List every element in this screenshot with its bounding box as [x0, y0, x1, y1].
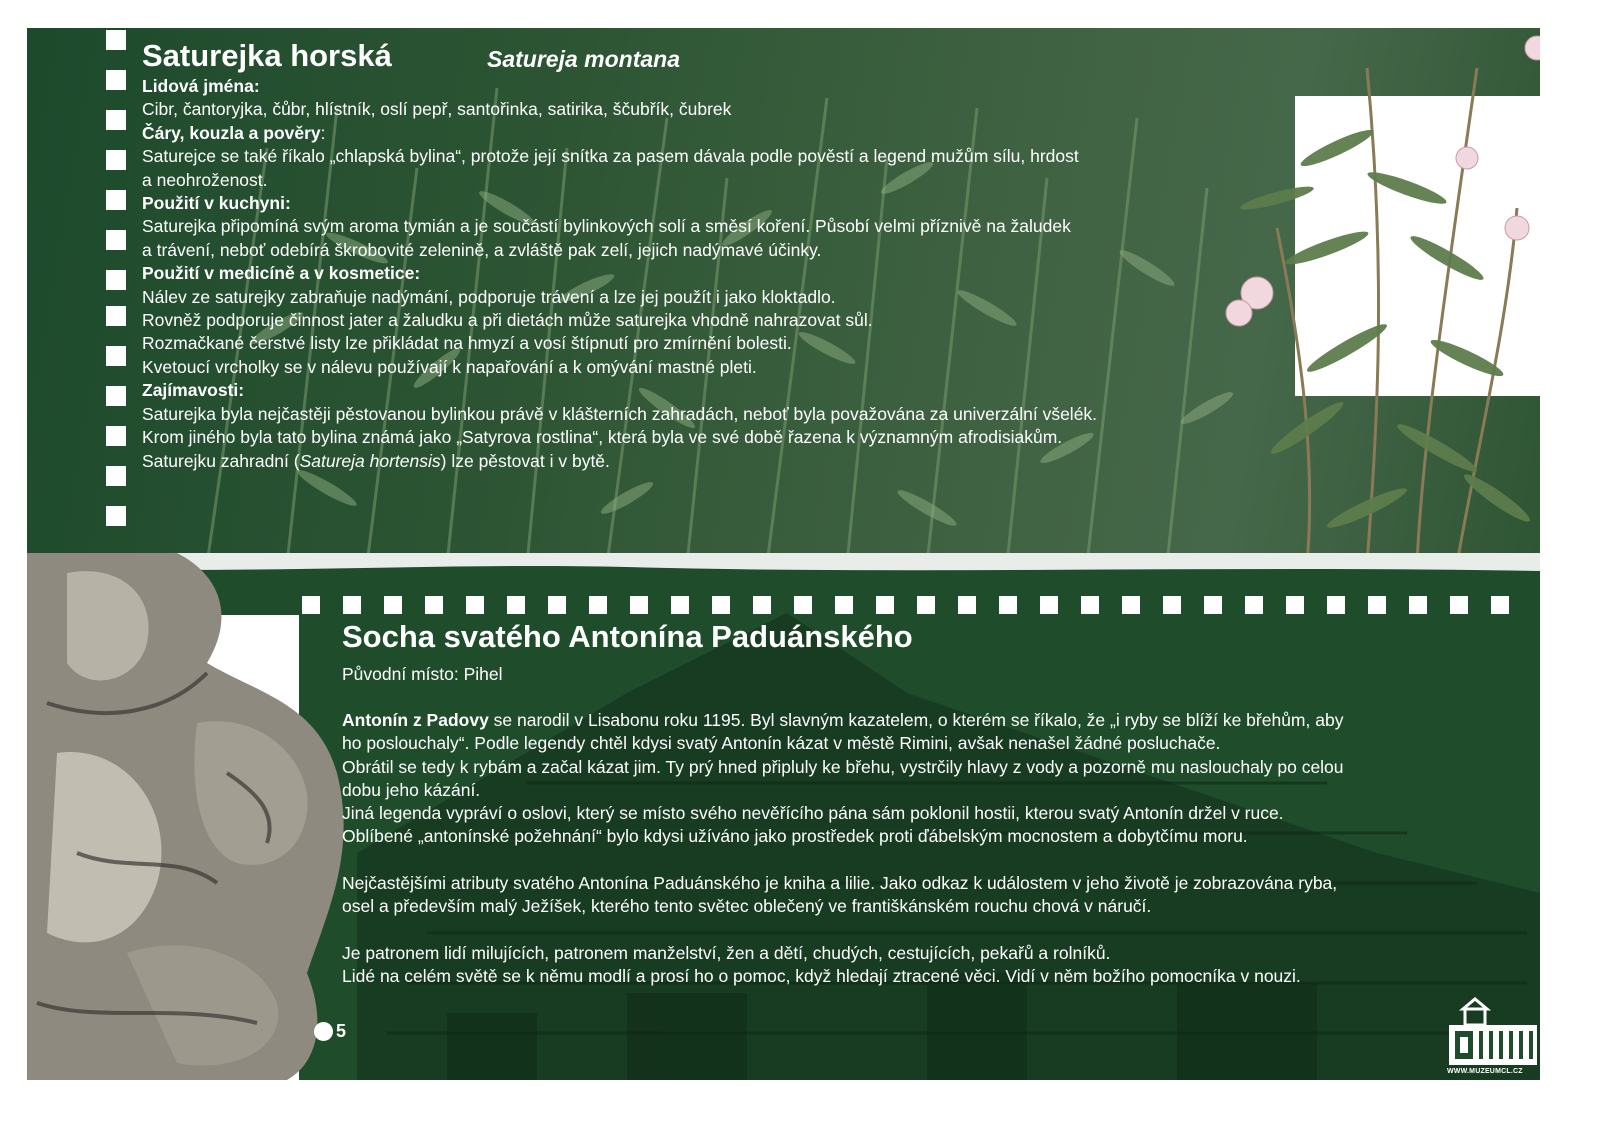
page-number: 5	[314, 1021, 346, 1042]
text-line: ho poslouchaly“. Podle legendy chtěl kdysi svatý Antonín kázat v městě Rimini, avšak nenašel žádné posluchače.	[342, 733, 1221, 754]
text-line: Nejčastějšími atributy svatého Antonína Paduánského je kniha a lilie. Jako odkaz k událostem v jeho životě je zobrazována ryba,	[342, 873, 1338, 894]
text-line: Nálev ze saturejky zabraňuje nadýmání, podporuje trávení a lze jej použít i jako kloktadlo.	[142, 286, 836, 307]
herb-latin-name: Satureja montana	[487, 46, 680, 72]
statue-title: Socha svatého Antonína Paduánského	[342, 619, 913, 654]
text-line: Krom jiného byla tato bylina známá jako „Satyrova rostlina“, která byla ve své době řazena k významným afrodisiakům.	[142, 427, 1063, 448]
herb-panel	[27, 28, 1540, 564]
statue-panel	[27, 553, 1540, 1080]
paragraph-gap	[342, 919, 1502, 942]
text-line: Cibr, čantoryjka, čůbr, hlístník, oslí pepř, santořinka, satirika, ščubřík, čubrek	[142, 99, 732, 120]
text-line: Jiná legenda vypráví o oslovi, který se místo svého nevěřícího pána sám poklonil hostii, kterou svatý Antonín držel v ruce.	[342, 803, 1284, 824]
original-location: Původní místo: Pihel	[342, 664, 503, 684]
text-line: Kvetoucí vrcholky se v nálevu používají k napařování a k omývání mastné pleti.	[142, 356, 757, 377]
section-heading: Použití v kuchyni:	[142, 193, 291, 214]
museum-website: WWW.MUZEUMCL.CZ	[1447, 1068, 1523, 1075]
section-heading: Zajímavosti:	[142, 380, 245, 401]
text-line: Saturejka připomíná svým aroma tymián a je součástí bylinkových solí a směsí koření. Působí velmi příznivě na žaludek	[142, 216, 1071, 237]
text-line: dobu jeho kázání.	[342, 779, 481, 800]
statue-photo	[27, 553, 357, 1080]
herb-description	[142, 75, 1242, 473]
text-line: Saturejce se také říkalo „chlapská bylina“, protože její snítka za pasem dávala podle pověstí a legend mužům sílu, hrdost	[142, 146, 1079, 167]
text-line: a neohroženost.	[142, 169, 268, 190]
film-strip-squares	[302, 596, 1522, 614]
savory-plant-illustration	[1217, 28, 1540, 564]
text-line: osel a především malý Ježíšek, kterého tento světec oblečený ve františkánském rouchu chová v náručí.	[342, 896, 1152, 917]
section-heading: Lidová jména:	[142, 76, 260, 96]
text-line: Antonín z Padovy se narodil v Lisabonu roku 1195. Byl slavným kazatelem, o kterém se říkalo, že „i ryby se blíží ke břehům, aby	[342, 710, 1344, 730]
text-line: a trávení, neboť odebírá škrobovité zelenině, a zvláště pak zelí, jejich nadýmavé účinky.	[142, 239, 822, 260]
bullet-dot-icon	[314, 1022, 333, 1041]
text-line: Rozmačkané čerstvé listy lze přikládat na hmyzí a vosí štípnutí pro zmírnění bolesti.	[142, 333, 792, 354]
statue-description	[342, 709, 1502, 989]
section-heading: Čáry, kouzla a pověry:	[142, 122, 326, 143]
herb-title: Saturejka horská	[142, 38, 392, 73]
text-line: Je patronem lidí milujících, patronem manželství, žen a dětí, chudých, cestujících, pekařů a rolníků.	[342, 942, 1111, 963]
text-line: Lidé na celém světě se k němu modlí a prosí ho o pomoc, když hledají ztracené věci. Vidí v něm božího pomocníka v nouzi.	[342, 966, 1301, 987]
text-line: Rovněž podporuje činnost jater a žaludku a při dietách může saturejka vhodně nahrazovat sůl.	[142, 310, 873, 331]
text-line: Saturejka byla nejčastěji pěstovanou bylinkou právě v klášterních zahradách, neboť byla považována za univerzální všelék.	[142, 403, 1098, 424]
text-line: Obrátil se tedy k rybám a začal kázat jim. Ty prý hned připluly ke břehu, vystrčily hlavy z vody a pozorně mu naslouchaly po celou	[342, 756, 1344, 777]
text-line: Oblíbené „antonínské požehnání“ bylo kdysi užíváno jako prostředek proti ďábelským mocnostem a dobytčímu moru.	[342, 826, 1248, 847]
text-line: Saturejku zahradní (Satureja hortensis) lze pěstovat i v bytě.	[142, 450, 610, 471]
section-heading: Použití v medicíně a v kosmetice:	[142, 263, 421, 284]
paragraph-gap	[342, 849, 1502, 872]
